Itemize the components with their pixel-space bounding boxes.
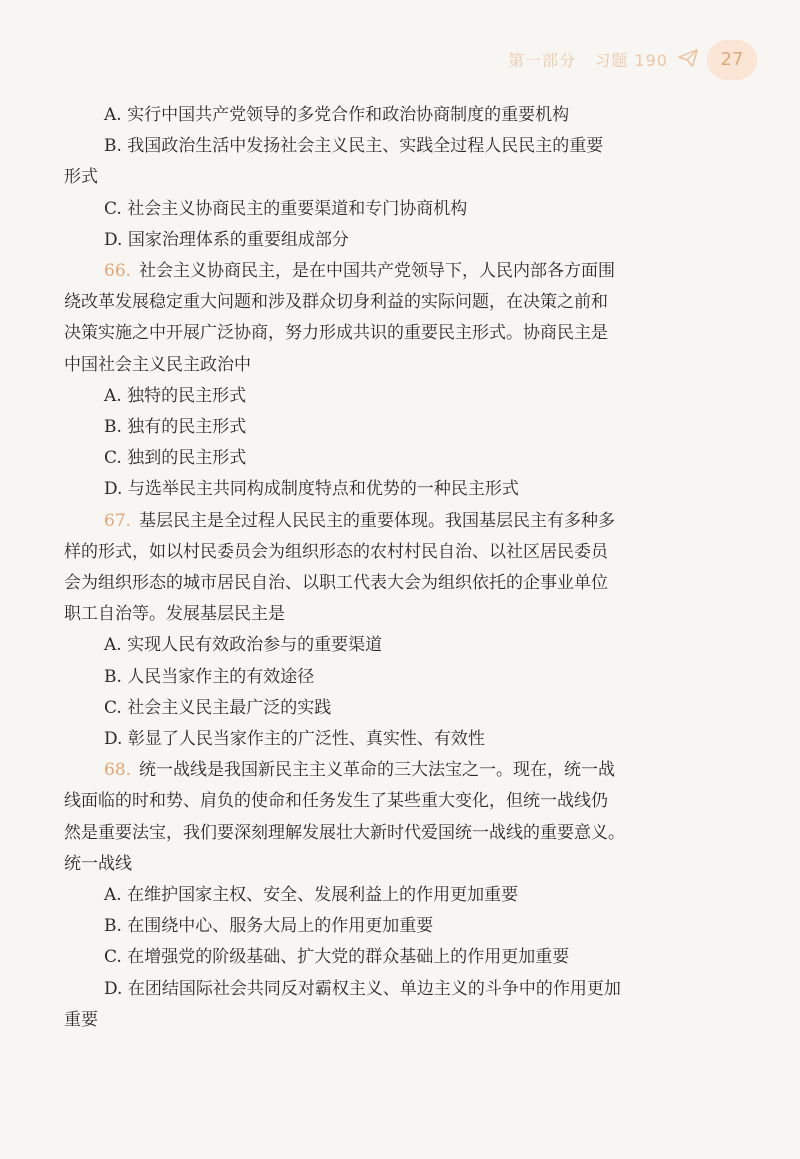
answer-option: B. 我国政治生活中发扬社会主义民主、实践全过程人民民主的重要 (104, 136, 604, 157)
question-stem (64, 256, 704, 287)
page-header (0, 40, 800, 80)
answer-option: D. 彰显了人民当家作主的广泛性、真实性、有效性 (104, 729, 485, 750)
section-label: 第一部分 (508, 51, 577, 70)
answer-option: A. 实行中国共产党领导的多党合作和政治协商制度的重要机构 (104, 105, 570, 125)
question-number: 67. (104, 510, 132, 531)
question-stem (64, 506, 704, 537)
text-line: 然是重要法宝，我们要深刻理解发展壮大新时代爱国统一战线的重要意义。 (64, 822, 625, 843)
answer-option: C. 社会主义民主最广泛的实践 (104, 697, 332, 718)
text-line: 形式 (64, 167, 98, 188)
question-text: 统一战线是我国新民主主义革命的三大法宝之一。现在，统一战 (139, 760, 616, 781)
answer-option: B. 人民当家作主的有效途径 (104, 666, 315, 687)
text-line: 职工自治等。发展基层民主是 (64, 604, 285, 625)
text-line: 重要 (64, 1009, 98, 1030)
header-text (508, 48, 668, 71)
question-number: 66. (104, 261, 132, 282)
answer-option: C. 社会主义协商民主的重要渠道和专门协商机构 (104, 198, 468, 219)
paper-plane-icon (677, 47, 699, 69)
answer-option: D. 国家治理体系的重要组成部分 (104, 229, 349, 250)
text-line: 决策实施之中开展广泛协商，努力形成共识的重要民主形式。协商民主是 (64, 323, 608, 344)
page-number: 27 (707, 40, 757, 80)
question-number: 68. (104, 760, 132, 781)
text-line: 统一战线 (64, 853, 132, 874)
answer-option: D. 在团结国际社会共同反对霸权主义、单边主义的斗争中的作用更加 (104, 978, 621, 999)
question-text: 基层民主是全过程人民民主的重要体现。我国基层民主有多种多 (139, 510, 616, 531)
answer-option: C. 在增强党的阶级基础、扩大党的群众基础上的作用更加重要 (104, 947, 570, 968)
answer-option: B. 在围绕中心、服务大局上的作用更加重要 (104, 916, 434, 937)
answer-option: C. 独到的民主形式 (104, 448, 247, 469)
answer-option: A. 在维护国家主权、安全、发展利益上的作用更加重要 (104, 885, 519, 906)
text-line: 绕改革发展稳定重大问题和涉及群众切身利益的实际问题，在决策之前和 (64, 292, 608, 313)
question-content (64, 100, 704, 1036)
text-line: 会为组织形态的城市居民自治、以职工代表大会为组织依托的企事业单位 (64, 573, 608, 594)
text-line: 线面临的时和势、肩负的使命和任务发生了某些重大变化，但统一战线仍 (64, 791, 608, 812)
exercise-title: 习题 190 (594, 51, 668, 70)
answer-option: B. 独有的民主形式 (104, 417, 247, 438)
question-stem (64, 755, 704, 786)
answer-option: D. 与选举民主共同构成制度特点和优势的一种民主形式 (104, 479, 519, 500)
text-line: 中国社会主义民主政治中 (64, 354, 251, 375)
answer-option: A. 实现人民有效政治参与的重要渠道 (104, 635, 383, 656)
answer-option: A. 独特的民主形式 (104, 385, 247, 406)
question-text: 社会主义协商民主，是在中国共产党领导下，人民内部各方面围 (139, 261, 616, 282)
text-line: 样的形式，如以村民委员会为组织形态的农村村民自治、以社区居民委员 (64, 541, 608, 562)
